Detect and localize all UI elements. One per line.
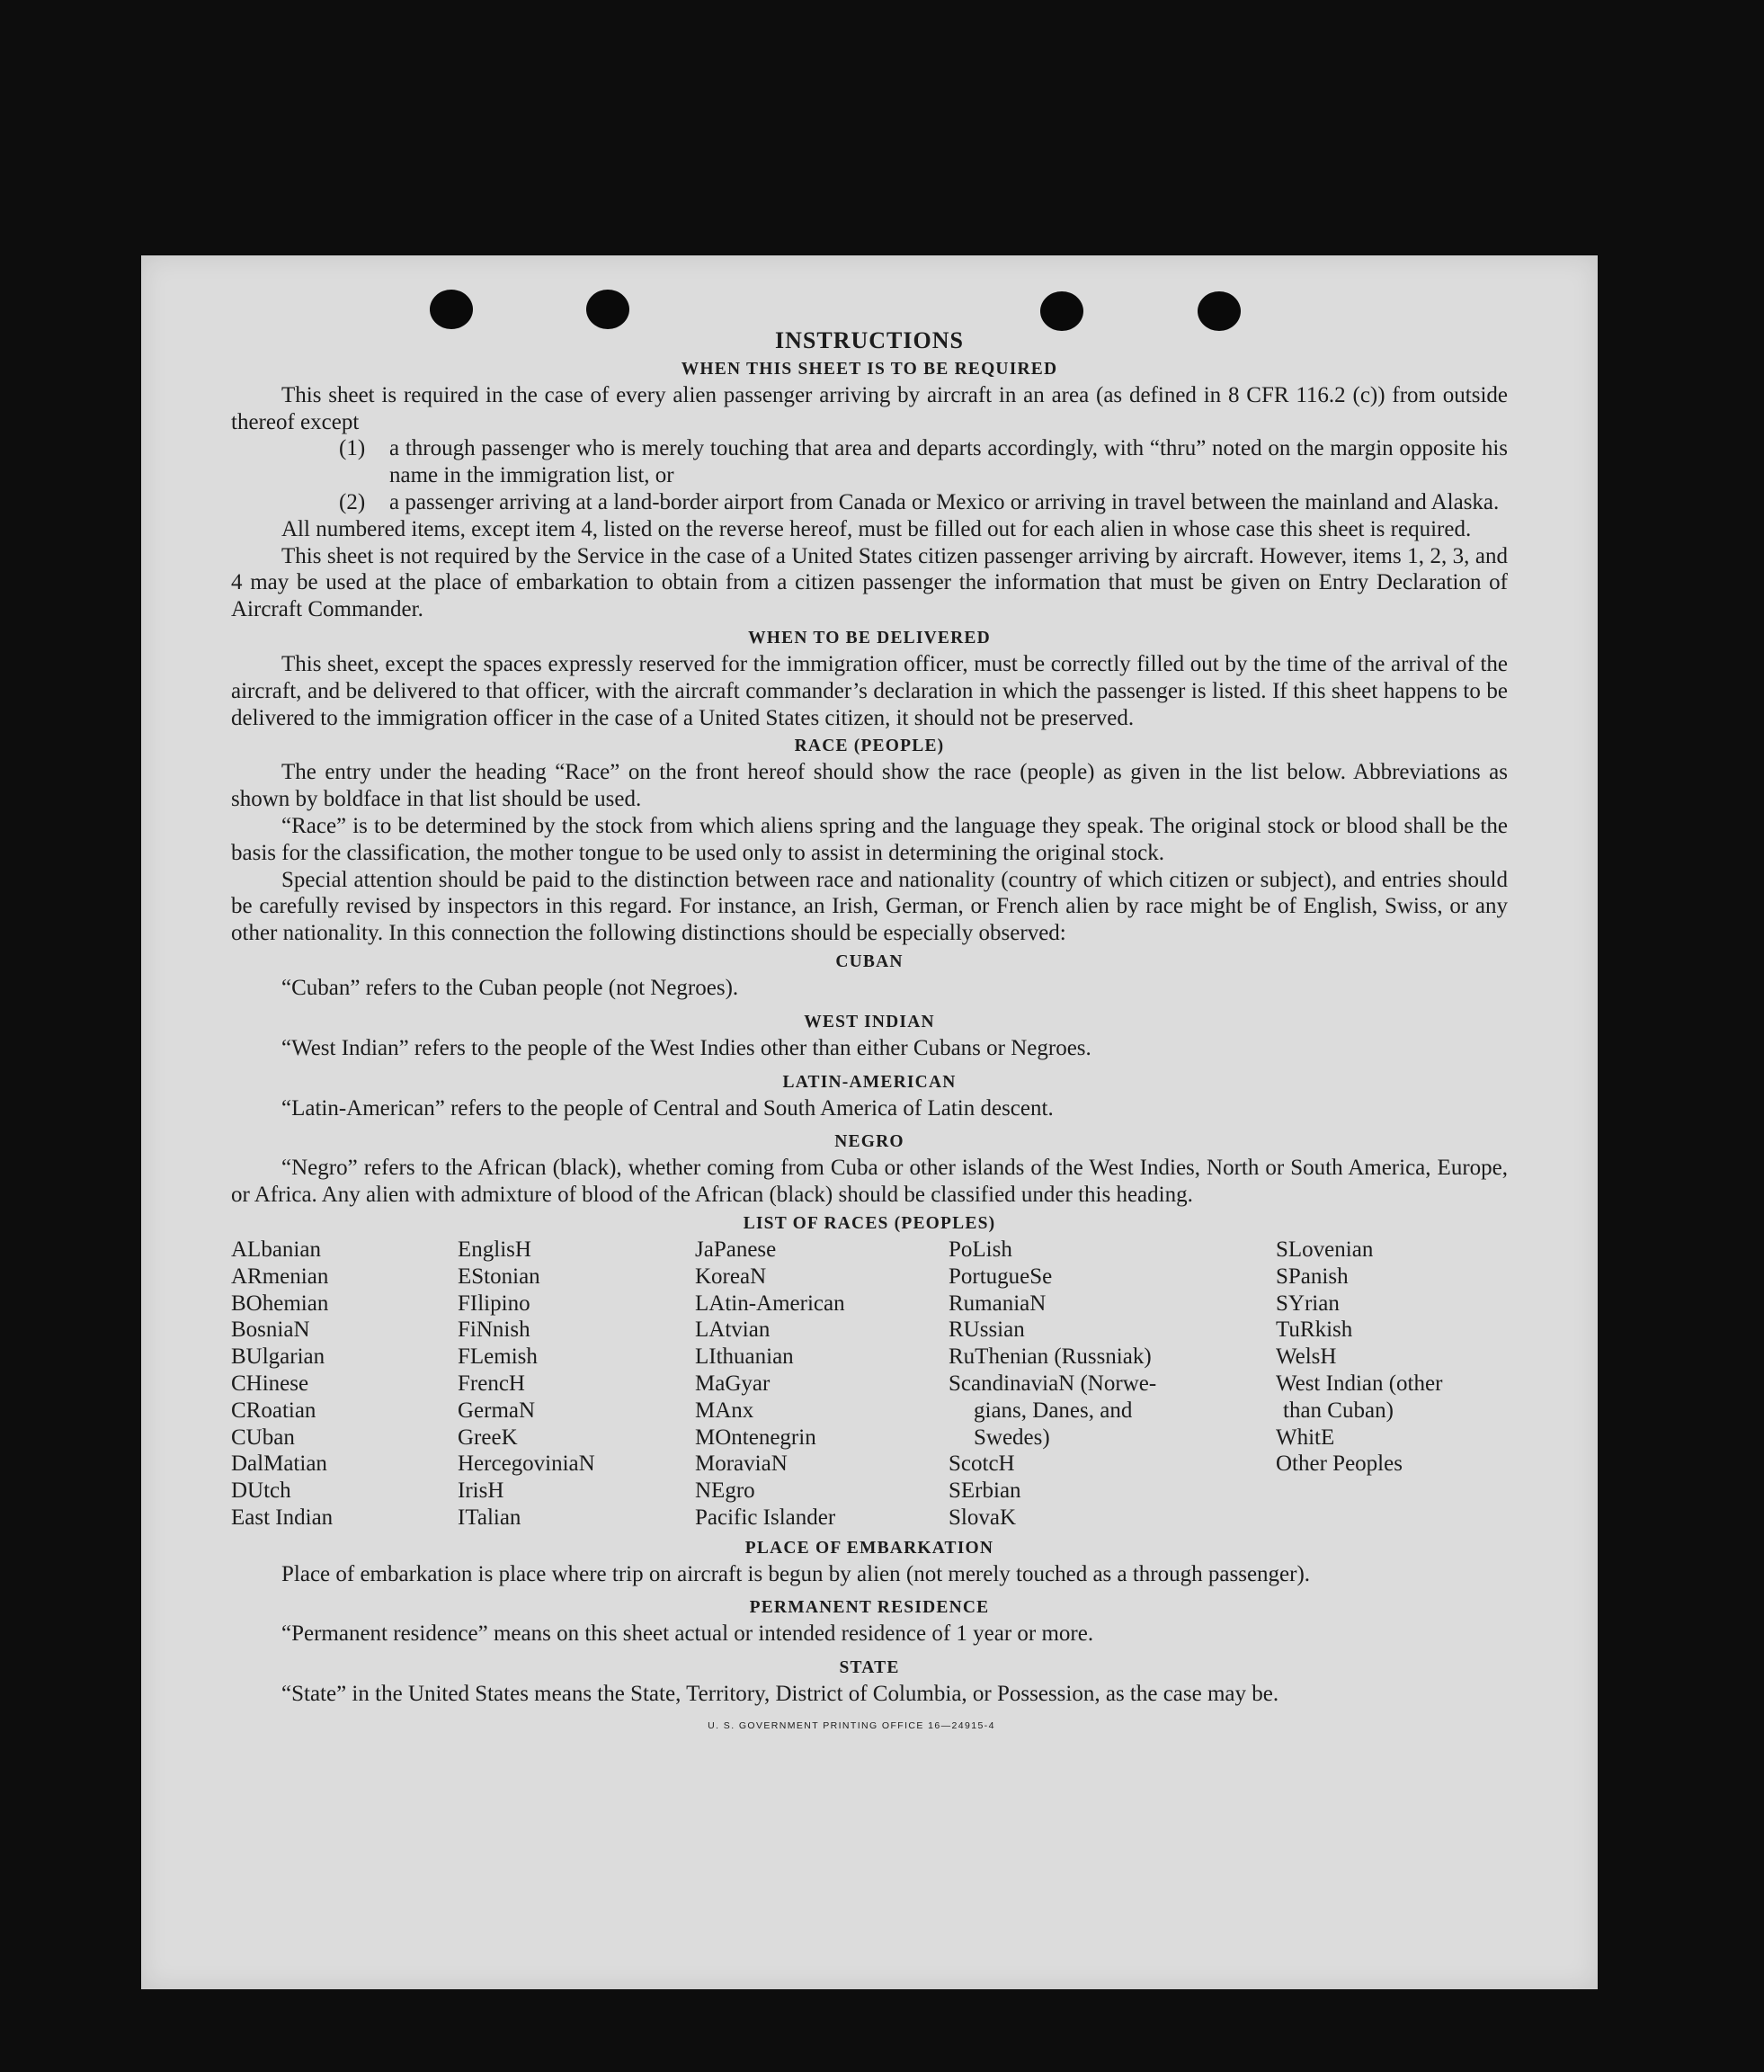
race-entry: EStonian bbox=[458, 1264, 540, 1289]
race-entry: SPanish bbox=[1276, 1264, 1349, 1289]
race-entry: ALbanian bbox=[231, 1237, 321, 1262]
race-entry: LIthuanian bbox=[695, 1344, 794, 1370]
heading-when-required: WHEN THIS SHEET IS TO BE REQUIRED bbox=[681, 359, 1058, 379]
race-entry: Swedes) bbox=[974, 1424, 1050, 1450]
instructions-content bbox=[231, 326, 1508, 1740]
exception-item-1 bbox=[339, 435, 1508, 489]
item-text: a through passenger who is merely touching that area and departs accordingly, with “thru” noted on the margin opposite his name in the immigration list, or bbox=[389, 436, 1508, 488]
west-indian-text: “West Indian” refers to the people of the West Indies other than either Cubans or Negroes. bbox=[281, 1035, 1091, 1060]
race-entry: PoLish bbox=[949, 1237, 1012, 1262]
race-entry: EnglisH bbox=[458, 1237, 531, 1262]
race-entry: FIlipino bbox=[458, 1291, 530, 1316]
race-para1: The entry under the heading “Race” on the front hereof should show the race (people) as given in the list below. Abbreviations as shown by boldface in that list should be used. bbox=[231, 760, 1508, 812]
residence-text: “Permanent residence” means on this sheet actual or intended residence of 1 year or more. bbox=[281, 1621, 1094, 1647]
race-entry: NEgro bbox=[695, 1478, 755, 1504]
item-text: a passenger arriving at a land-border airport from Canada or Mexico or arriving in travel between the mainland and Alaska. bbox=[389, 489, 1500, 514]
heading-negro: NEGRO bbox=[834, 1132, 904, 1152]
race-para2: “Race” is to be determined by the stock from which aliens spring and the language they speak. The original stock or blood shall be the basis for the classification, the mother tongue to be used only to assist in determining the original stock. bbox=[231, 813, 1508, 865]
race-entry: West Indian (other bbox=[1276, 1371, 1443, 1396]
heading-state: STATE bbox=[839, 1658, 900, 1678]
race-entry: SLovenian bbox=[1276, 1237, 1374, 1262]
race-column bbox=[695, 1237, 949, 1532]
punch-hole bbox=[586, 290, 629, 329]
heading-race: RACE (PEOPLE) bbox=[794, 737, 945, 756]
page-title: INSTRUCTIONS bbox=[775, 327, 964, 353]
race-entry: Other Peoples bbox=[1276, 1451, 1403, 1477]
race-entry: WelsH bbox=[1276, 1344, 1337, 1370]
race-entry: RumaniaN bbox=[949, 1291, 1047, 1316]
heading-residence: PERMANENT RESIDENCE bbox=[749, 1598, 990, 1618]
race-entry: JaPanese bbox=[695, 1237, 777, 1262]
item-number: (1) bbox=[339, 436, 366, 461]
race-column bbox=[949, 1237, 1276, 1532]
race-entry: RUssian bbox=[949, 1317, 1025, 1343]
race-entry: BUlgarian bbox=[231, 1344, 325, 1370]
race-entry: than Cuban) bbox=[1283, 1398, 1394, 1423]
race-entry: BosniaN bbox=[231, 1317, 310, 1343]
race-entry: East Indian bbox=[231, 1505, 334, 1530]
state-text: “State” in the United States means the State, Territory, District of Columbia, or Possession, as the case may be. bbox=[281, 1682, 1279, 1707]
when-required-para2: All numbered items, except item 4, listed on the reverse hereof, must be filled out for each alien in whose case this sheet is required. bbox=[281, 516, 1472, 541]
embarkation-text: Place of embarkation is place where trip on aircraft is begun by alien (not merely touched as a through passenger). bbox=[281, 1561, 1311, 1586]
race-entry: SYrian bbox=[1276, 1291, 1340, 1316]
heading-cuban: CUBAN bbox=[835, 951, 904, 971]
heading-when-delivered: WHEN TO BE DELIVERED bbox=[748, 628, 991, 648]
race-column bbox=[458, 1237, 695, 1532]
race-entry: FLemish bbox=[458, 1344, 538, 1370]
race-entry: SlovaK bbox=[949, 1505, 1016, 1530]
race-entry: gians, Danes, and bbox=[974, 1398, 1133, 1423]
race-entry: GreeK bbox=[458, 1424, 518, 1450]
race-entry: MoraviaN bbox=[695, 1451, 788, 1477]
race-entry: CRoatian bbox=[231, 1398, 316, 1423]
race-column bbox=[1276, 1237, 1508, 1532]
race-entry: KoreaN bbox=[695, 1264, 767, 1289]
race-entry: CUban bbox=[231, 1424, 295, 1450]
race-entry: MAnx bbox=[695, 1398, 754, 1423]
race-entry: FiNnish bbox=[458, 1317, 530, 1343]
race-column bbox=[231, 1237, 458, 1532]
race-entry: ScotcH bbox=[949, 1451, 1015, 1477]
race-entry: ITalian bbox=[458, 1505, 521, 1530]
race-entry: RuThenian (Russniak) bbox=[949, 1344, 1152, 1370]
item-number: (2) bbox=[339, 489, 366, 514]
punch-hole bbox=[430, 290, 473, 329]
when-required-para3: This sheet is not required by the Service in the case of a United States citizen passenger arriving by aircraft. However, items 1, 2, 3, and 4 may be used at the place of embarkation to obtain from a citizen passenger the information that must be given on Entry Declaration of Aircraft Commander. bbox=[231, 543, 1508, 622]
race-entry: IrisH bbox=[458, 1478, 504, 1504]
race-entry: ARmenian bbox=[231, 1264, 329, 1289]
race-entry: FrencH bbox=[458, 1371, 525, 1396]
heading-latin-american: LATIN-AMERICAN bbox=[782, 1072, 957, 1092]
race-entry: HercegoviniaN bbox=[458, 1451, 595, 1477]
race-entry: MOntenegrin bbox=[695, 1424, 816, 1450]
race-entry: WhitE bbox=[1276, 1424, 1335, 1450]
document-sheet bbox=[141, 255, 1598, 1989]
latin-american-text: “Latin-American” refers to the people of Central and South America of Latin descent. bbox=[281, 1095, 1054, 1121]
race-entry: GermaN bbox=[458, 1398, 536, 1423]
race-para3: Special attention should be paid to the distinction between race and nationality (country of which citizen or subject), and entries should be carefully revised by inspectors in this regard. For instance, an Irish, German, or French alien by race might be of English, Swiss, or any other nationality. In this connection the following distinctions should be especially observed: bbox=[231, 867, 1508, 946]
heading-list-of-races: LIST OF RACES (PEOPLES) bbox=[743, 1213, 996, 1233]
race-entry: DUtch bbox=[231, 1478, 291, 1504]
exception-item-2 bbox=[339, 489, 1508, 516]
race-entry: SErbian bbox=[949, 1478, 1021, 1504]
race-entry: LAtvian bbox=[695, 1317, 771, 1343]
race-entry: TuRkish bbox=[1276, 1317, 1353, 1343]
negro-text: “Negro” refers to the African (black), whether coming from Cuba or other islands of the West Indies, North or South America, Europe, or Africa. Any alien with admixture of blood of the African (black) should be classified under this heading. bbox=[231, 1156, 1508, 1208]
race-entry: DalMatian bbox=[231, 1451, 327, 1477]
race-entry: Pacific Islander bbox=[695, 1505, 836, 1530]
printing-office-footer: U. S. GOVERNMENT PRINTING OFFICE 16—24915-4 bbox=[708, 1720, 995, 1732]
heading-west-indian: WEST INDIAN bbox=[804, 1012, 935, 1032]
race-entry: BOhemian bbox=[231, 1291, 329, 1316]
heading-embarkation: PLACE OF EMBARKATION bbox=[744, 1538, 994, 1558]
race-list bbox=[231, 1237, 1508, 1532]
race-entry: LAtin-American bbox=[695, 1291, 845, 1316]
cuban-text: “Cuban” refers to the Cuban people (not Negroes). bbox=[281, 975, 739, 1000]
race-entry: PortugueSe bbox=[949, 1264, 1053, 1289]
when-delivered-text: This sheet, except the spaces expressly reserved for the immigration officer, must be correctly filled out by the time of the arrival of the aircraft, and be delivered to that officer, with the aircraft commander’s declaration in which the passenger is listed. If this sheet happens to be delivered to the immigration officer in the case of a United States citizen, it should not be preserved. bbox=[231, 651, 1508, 730]
when-required-intro: This sheet is required in the case of every alien passenger arriving by aircraft in an area (as defined in 8 CFR 116.2 (c)) from outside thereof except bbox=[231, 382, 1508, 434]
race-entry: MaGyar bbox=[695, 1371, 771, 1396]
race-entry: ScandinaviaN (Norwe- bbox=[949, 1371, 1157, 1396]
race-entry: CHinese bbox=[231, 1371, 309, 1396]
